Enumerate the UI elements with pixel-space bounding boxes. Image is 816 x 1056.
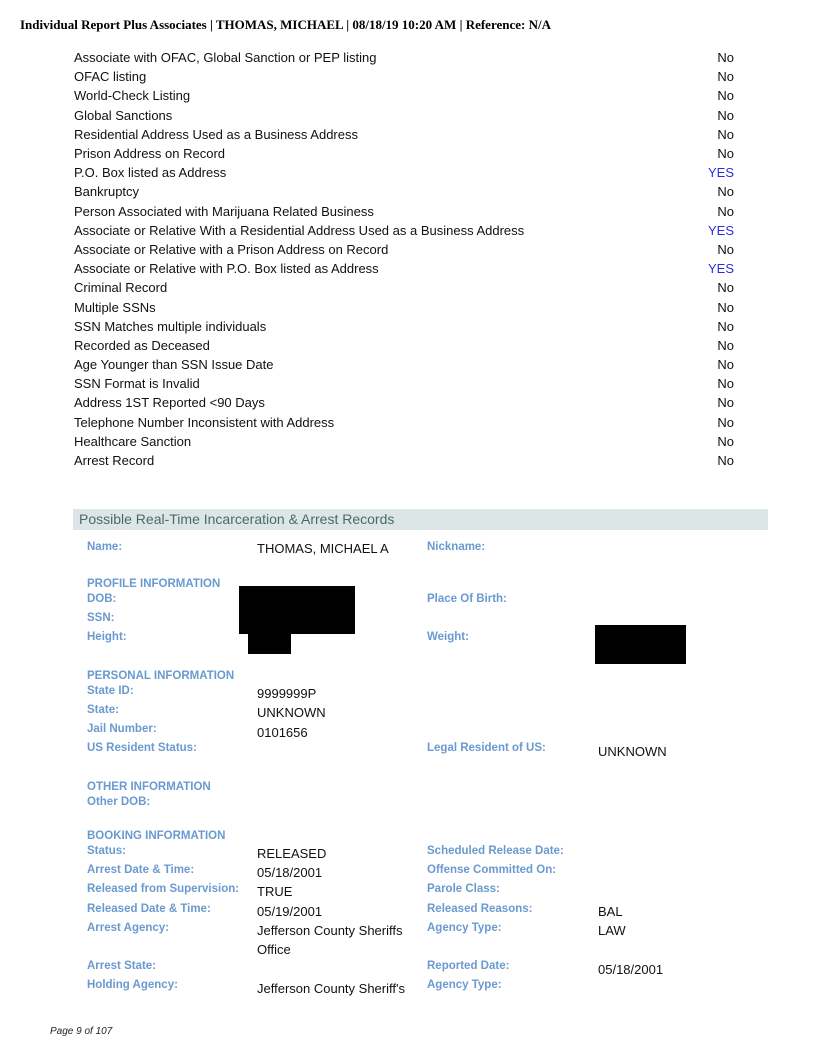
weight-label: Weight: [427, 631, 469, 643]
jail-number-label: Jail Number: [87, 723, 157, 735]
agency-type-label: Agency Type: [427, 922, 502, 934]
redaction-box-dob-ssn [239, 586, 355, 634]
flag-value: No [717, 126, 734, 142]
flag-label: Criminal Record [74, 280, 168, 296]
redaction-box-weight [595, 625, 686, 664]
reported-date-label: Reported Date: [427, 960, 510, 972]
flag-value: No [717, 337, 734, 353]
flag-row [74, 202, 734, 221]
flag-row [74, 297, 734, 316]
holding-agency-label: Holding Agency: [87, 979, 178, 991]
flag-label: Age Younger than SSN Issue Date [74, 357, 274, 373]
flag-row [74, 393, 734, 412]
state-value: UNKNOWN [257, 705, 326, 720]
profile-information-header: PROFILE INFORMATION [87, 578, 221, 590]
reported-date-value: 05/18/2001 [598, 962, 664, 977]
flag-label: Multiple SSNs [74, 299, 156, 315]
scheduled-release-label: Scheduled Release Date: [427, 845, 564, 857]
flag-row [74, 240, 734, 259]
flag-label: Associate or Relative With a Residential Address Used as a Business Address [74, 222, 525, 238]
other-information-header: OTHER INFORMATION [87, 781, 211, 793]
legal-resident-value: UNKNOWN [598, 744, 667, 759]
offense-committed-label: Offense Committed On: [427, 864, 557, 876]
agency-type-2-label: Agency Type: [427, 979, 502, 991]
flag-value: No [717, 299, 734, 315]
arrest-agency-label: Arrest Agency: [87, 922, 170, 934]
flag-row [74, 106, 734, 125]
flag-row [74, 413, 734, 432]
status-label: Status: [87, 845, 126, 857]
parole-class-label: Parole Class: [427, 883, 500, 895]
flag-value: No [717, 241, 734, 257]
name-label: Name: [87, 541, 123, 553]
name-value: THOMAS, MICHAEL A [257, 541, 389, 556]
flag-value: No [717, 50, 734, 66]
flag-label: Global Sanctions [74, 107, 173, 123]
flag-value: No [717, 357, 734, 373]
flag-label: Associate with OFAC, Global Sanction or PEP listing [74, 50, 377, 66]
risk-flags-list [74, 48, 734, 470]
report-header: Individual Report Plus Associates | THOMAS, MICHAEL | 08/18/19 10:20 AM | Reference: N/A [20, 17, 551, 32]
flag-value: No [717, 414, 734, 430]
released-supervision-label: Released from Supervision: [87, 883, 240, 895]
flag-label: OFAC listing [74, 69, 147, 85]
released-date-label: Released Date & Time: [87, 903, 211, 915]
us-resident-status-label: US Resident Status: [87, 742, 197, 754]
flag-value: No [717, 88, 734, 104]
flag-value: No [717, 318, 734, 334]
flag-label: Person Associated with Marijuana Related Business [74, 203, 374, 219]
other-dob-label: Other DOB: [87, 796, 151, 808]
personal-information-header: PERSONAL INFORMATION [87, 670, 235, 682]
flag-value: No [717, 203, 734, 219]
booking-information-header: BOOKING INFORMATION [87, 830, 226, 842]
flag-row [74, 374, 734, 393]
holding-agency-value: Jefferson County Sheriff's [257, 981, 405, 996]
flag-label: Healthcare Sanction [74, 433, 192, 449]
flag-value: No [717, 146, 734, 162]
released-reasons-value: BAL [598, 904, 623, 919]
flag-label: P.O. Box listed as Address [74, 165, 227, 181]
flag-row [74, 221, 734, 240]
flag-value: No [717, 107, 734, 123]
flag-label: SSN Matches multiple individuals [74, 318, 267, 334]
flag-value: No [717, 453, 734, 469]
legal-resident-label: Legal Resident of US: [427, 742, 546, 754]
flag-row [74, 48, 734, 67]
flag-row [74, 432, 734, 451]
flag-value: No [717, 433, 734, 449]
flag-label: Associate or Relative with P.O. Box listed as Address [74, 261, 379, 277]
flag-value: No [717, 376, 734, 392]
flag-row [74, 278, 734, 297]
flag-row [74, 182, 734, 201]
flag-row [74, 259, 734, 278]
flag-row [74, 355, 734, 374]
flag-label: Arrest Record [74, 453, 155, 469]
flag-label: Residential Address Used as a Business Address [74, 126, 358, 142]
nickname-label: Nickname: [427, 541, 486, 553]
flag-row [74, 144, 734, 163]
released-supervision-value: TRUE [257, 884, 293, 899]
ssn-label: SSN: [87, 612, 115, 624]
redaction-box-height [248, 633, 291, 654]
flag-label: Prison Address on Record [74, 146, 226, 162]
height-label: Height: [87, 631, 127, 643]
flag-label: Bankruptcy [74, 184, 140, 200]
flag-row [74, 336, 734, 355]
arrest-agency-value-line1: Jefferson County Sheriffs [257, 923, 403, 938]
flag-label: SSN Format is Invalid [74, 376, 200, 392]
flag-row [74, 125, 734, 144]
arrest-state-label: Arrest State: [87, 960, 157, 972]
status-value: RELEASED [257, 846, 327, 861]
flag-value: No [717, 69, 734, 85]
flag-label: Address 1ST Reported <90 Days [74, 395, 265, 411]
state-label: State: [87, 704, 119, 716]
flag-row [74, 317, 734, 336]
flag-value: No [717, 280, 734, 296]
dob-label: DOB: [87, 593, 117, 605]
flag-row [74, 67, 734, 86]
agency-type-value: LAW [598, 923, 626, 938]
flag-row [74, 163, 734, 182]
state-id-label: State ID: [87, 685, 134, 697]
flag-label: World-Check Listing [74, 88, 191, 104]
flag-value: YES [707, 222, 734, 238]
flag-value: No [717, 184, 734, 200]
flag-value: YES [707, 261, 734, 277]
place-of-birth-label: Place Of Birth: [427, 593, 507, 605]
released-reasons-label: Released Reasons: [427, 903, 533, 915]
flag-label: Telephone Number Inconsistent with Address [74, 414, 335, 430]
arrest-date-label: Arrest Date & Time: [87, 864, 195, 876]
section-title-bar: Possible Real-Time Incarceration & Arrest Records [73, 509, 768, 530]
flag-label: Recorded as Deceased [74, 337, 210, 353]
flag-value: YES [707, 165, 734, 181]
flag-row [74, 86, 734, 105]
arrest-date-value: 05/18/2001 [257, 865, 323, 880]
flag-row [74, 451, 734, 470]
jail-number-value: 0101656 [257, 725, 308, 740]
flag-value: No [717, 395, 734, 411]
arrest-agency-value-line2: Office [257, 942, 291, 957]
page-number: Page 9 of 107 [50, 1026, 113, 1037]
flag-label: Associate or Relative with a Prison Address on Record [74, 241, 389, 257]
released-date-value: 05/19/2001 [257, 904, 323, 919]
state-id-value: 9999999P [257, 686, 317, 701]
